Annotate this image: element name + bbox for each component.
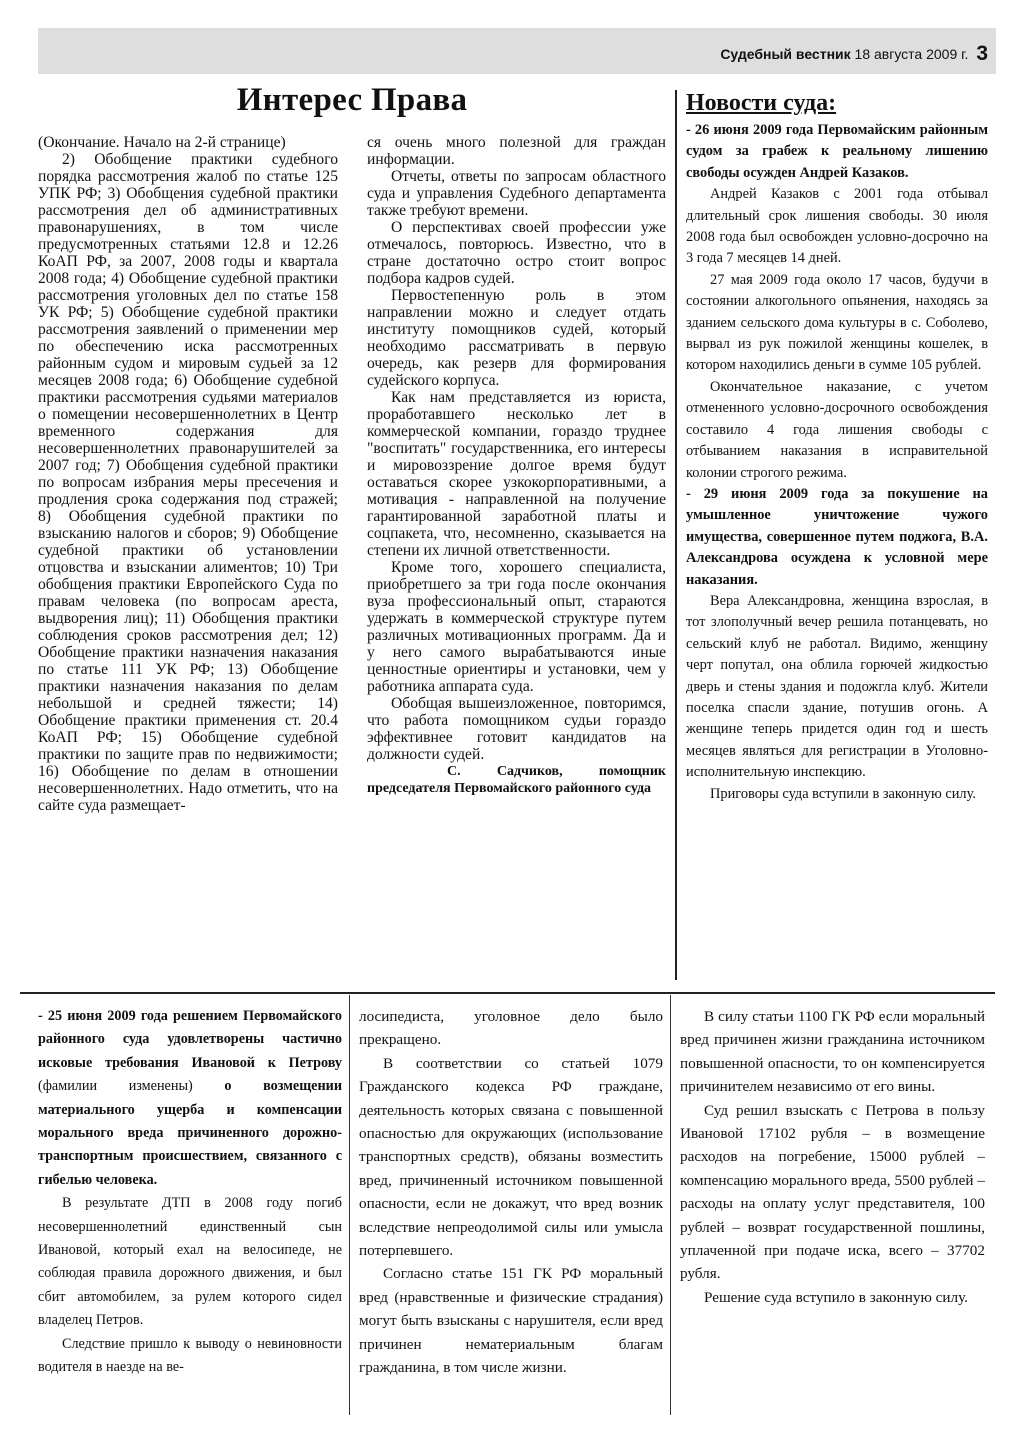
- article-paragraph: Кроме того, хорошего специалиста, приобретшего за три года после окончания вуза профессиональный опыт, стараются удержать в коммерческой структуре путем различных мотивационных программ. Да и у него самого вырабатываются иные ценностные ориентиры и установки, чем у работника аппарата суда.: [367, 559, 666, 695]
- news-lead: - 26 июня 2009 года Первомайским районным судом за грабеж к реальному лишению свободы осужден Андрей Казаков.: [686, 122, 988, 181]
- article-paragraph: ся очень много полезной для граждан информации.: [367, 134, 666, 168]
- bottom-lead: [38, 1005, 342, 1192]
- article-paragraph: Отчеты, ответы по запросам областного суда и управления Судебного департамента также требуют времени.: [367, 168, 666, 219]
- article-column-2: [367, 134, 666, 797]
- news-paragraph: Приговоры суда вступили в законную силу.: [710, 785, 976, 802]
- page-header: [38, 28, 996, 74]
- bottom-paragraph: Решение суда вступило в законную силу.: [704, 1288, 968, 1306]
- issue-date: 18 августа 2009 г.: [854, 46, 969, 62]
- bottom-paragraph: Согласно статье 151 ГК РФ моральный вред (нравственные и физические страдания) могут быть взысканы с нарушителя, если вред причинен нематериальным благам гражданина, в том числе жизни.: [359, 1265, 663, 1377]
- bottom-paragraph: лосипедиста, уголовное дело было прекращено.: [359, 1008, 663, 1049]
- bottom-column-divider: [670, 995, 671, 1415]
- bottom-paragraph: Суд решил взыскать с Петрова в пользу Ивановой 17102 рубля – в возмещение расходов на погребение, 15000 рублей – компенсацию морального вреда, 5500 рублей – расходы на оплату услуг представителя, 100 рублей – возврат государственной пошлины, уплаченной при подаче иска, всего – 37702 рубля.: [680, 1101, 985, 1283]
- bottom-paragraph: Следствие пришло к выводу о невиновности водителя в наезде на ве-: [38, 1335, 342, 1376]
- lead-note: (фамилии изменены): [38, 1078, 193, 1095]
- news-paragraph: Вера Александровна, женщина взрослая, в тот злополучный вечер решила потанцевать, но сельский клуб не работал. Видимо, женщину черт попутал, она облила горючей жидкостью дверь и стены здания и подожгла клуб. Жители поселка спасли здание, потушив огонь. А женщине теперь придется один год и шесть месяцев являться для регистрации в Уголовно-исполнительную инспекцию.: [686, 592, 988, 781]
- news-title: Новости суда:: [686, 90, 837, 116]
- news-paragraph: Андрей Казаков с 2001 года отбывал длительный срок лишения свободы. 30 июля 2008 года был освобожден условно-досрочно на 3 года 7 месяцев 14 дней.: [686, 186, 988, 267]
- article-signature: [367, 763, 666, 797]
- lead-part-1: - 25 июня 2009 года решением Первомайского районного суда удовлетворены частично исковые требования Ивановой к Петрову: [38, 1008, 342, 1071]
- bottom-column-divider: [349, 995, 350, 1415]
- column-divider: [675, 90, 677, 980]
- bottom-column-2: [359, 1005, 663, 1380]
- lead-part-2: о возмещении материального ущерба и компенсации морального вреда причиненного дорожно-транспортным происшествием, связанного с гибелью человека.: [38, 1078, 342, 1188]
- bottom-column-1: [38, 1005, 342, 1380]
- section-divider: [20, 992, 995, 994]
- signature-text: С. Садчиков, помощник председателя Первомайского районного суда: [367, 764, 666, 796]
- news-lead: - 29 июня 2009 года за покушение на умышленное уничтожение чужого имущества, совершенное путем поджога, В.А. Александрова осуждена к условной мере наказания.: [686, 485, 988, 588]
- bottom-paragraph: В результате ДТП в 2008 году погиб несовершеннолетний единственный сын Ивановой, который ехал на велосипеде, не соблюдая правила дорожного движения, и был сбит автомобилем, за рулем которого сидел владелец Петров.: [38, 1195, 342, 1329]
- header-info: [720, 42, 988, 66]
- bottom-column-3: [680, 1005, 985, 1309]
- news-paragraph: Окончательное наказание, с учетом отмененного условно-досрочного освобождения составило 4 года лишения свободы с отбыванием наказания в исправительной колонии строгого режима.: [686, 378, 988, 481]
- bottom-paragraph: В силу статьи 1100 ГК РФ если моральный вред причинен жизни гражданина источником повышенной опасности, то он компенсируется причинителем независимо от его вины.: [680, 1008, 985, 1096]
- bottom-paragraph: В соответствии со статьей 1079 Гражданского кодекса РФ граждане, деятельность которых связана с повышенной опасностью для окружающих (использование транспортных средств), обязаны возместить вред, причиненный источником повышенной опасности, если не докажут, что вред возник вследствие непреодолимой силы или умысла потерпевшего.: [359, 1054, 663, 1260]
- paper-name: Судебный вестник: [720, 46, 851, 62]
- news-column: [686, 120, 988, 805]
- article-paragraph: Как нам представляется из юриста, проработавшего несколько лет в коммерческой компании, гораздо труднее "воспитать" государственника, его интересы и мировоззрение долгое время будут оставаться скорее узкокорпоративными, а мотивация - направленной на получение гарантированной заработной платы и соцпакета, что, несомненно, сказывается на степени их личной ответственности.: [367, 389, 666, 559]
- article-paragraph: Первостепенную роль в этом направлении можно и следует отдать институту помощников судей, который необходимо рассматривать в первую очередь, как резерв для формирования судейского корпуса.: [367, 287, 666, 389]
- article-column-1: [38, 134, 338, 814]
- page-number: 3: [976, 42, 988, 65]
- news-paragraph: 27 мая 2009 года около 17 часов, будучи в состоянии алкогольного опьянения, находясь за зданием сельского дома культуры в с. Соболево, вырвал из рук пожилой женщины кошелек, в котором находились деньги в сумме 105 рублей.: [686, 271, 988, 374]
- article-title: Интерес Права: [236, 82, 468, 118]
- article-paragraph: О перспективах своей профессии уже отмечалось, повторюсь. Известно, что в стране достаточно остро стоит вопрос подбора кадров судей.: [367, 219, 666, 287]
- continuation-note: (Окончание. Начало на 2-й странице): [38, 134, 286, 151]
- article-paragraph: Обобщая вышеизложенное, повторимся, что работа помощником судьи гораздо эффективнее готовит кандидатов на должности судей.: [367, 695, 666, 763]
- article-paragraph: 2) Обобщение практики судебного порядка рассмотрения жалоб по статье 125 УПК РФ; 3) Обобщения судебной практики рассмотрения дел об административных правонарушениях, в том числе предусмотренных статьями 12.8 и 12.26 КоАП РФ, за 2007, 2008 годы и квартала 2008 года; 4) Обобщение судебной практики рассмотрения уголовных дел по статье 158 УК РФ; 5) Обобщение судебной практики рассмотрения заявлений о применении мер по обеспечению иска рассмотренных районным судом и мировым судьей за 12 месяцев 2008 года; 6) Обобщение судебной практики рассмотрения судьями материалов о помещении несовершеннолетних в Центр временного содержания для несовершеннолетних правонарушителей за 2007 год; 7) Обобщения судебной практики по вопросам избрания меры пресечения и продления срока содержания под стражей; 8) Обобщения судебной практики по взысканию налогов и сборов; 9) Обобщение судебной практики об установлении отцовства и взыскании алиментов; 10) Три обобщения практики Европейского Суда по правам человека (по вопросам ареста, выдворения лиц); 11) Обобщения практики соблюдения сроков рассмотрения дел; 12) Обобщение практики назначения наказания по статье 111 УК РФ; 13) Обобщение практики назначения наказания по делам небольшой и средней тяжести; 14) Обобщение практики применения ст. 20.4 КоАП РФ; 15) Обобщение судебной практики по защите прав по недвижимости; 16) Обобщение по делам в отношении несовершеннолетних. Надо отметить, что на сайте суда размещает-: [38, 151, 338, 814]
